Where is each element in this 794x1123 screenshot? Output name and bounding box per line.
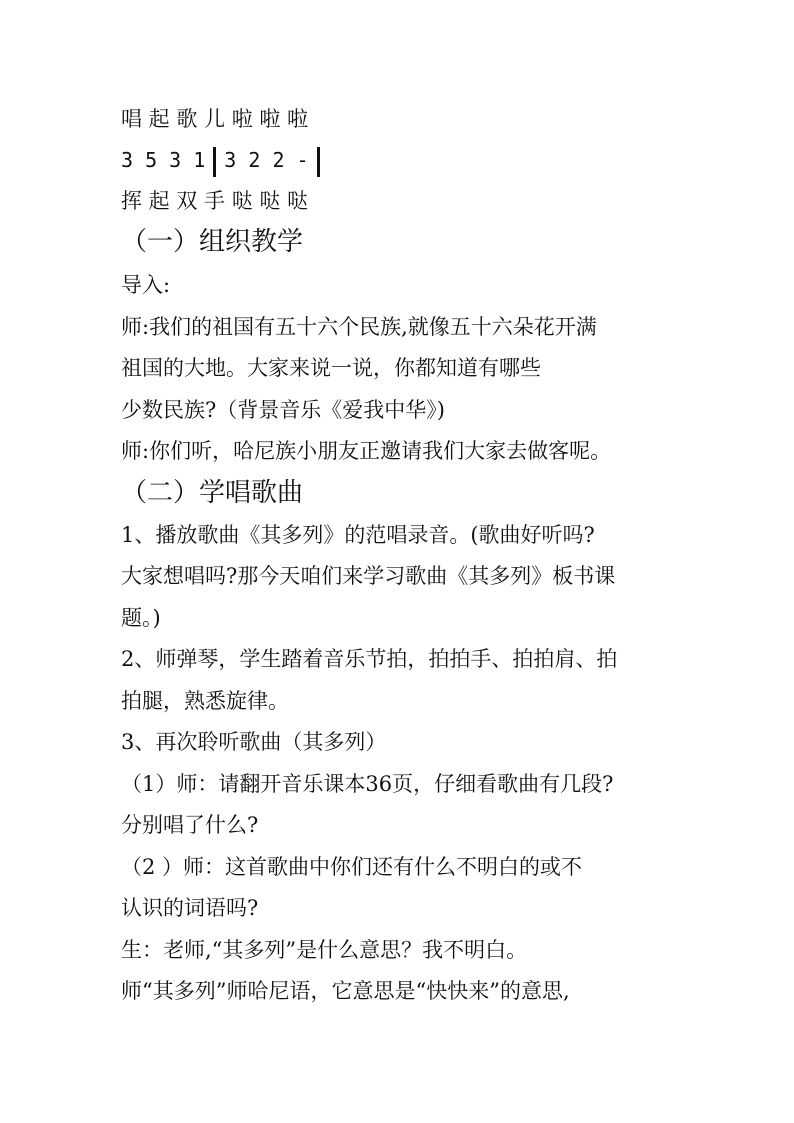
paragraph-line: 2、师弹琴，学生踏着音乐节拍，拍拍手、拍拍肩、拍 [121, 647, 618, 671]
paragraph-line: 师:我们的祖国有五十六个民族,就像五十六朵花开满 [121, 315, 597, 339]
paragraph-line: 导入: [121, 273, 171, 297]
paragraph-line: 1、播放歌曲《其多列》的范唱录音。(歌曲好听吗? [121, 523, 595, 547]
notation-measure-1: 3 5 3 1 [121, 148, 206, 172]
paragraph-line: 分别唱了什么? [121, 813, 259, 837]
paragraph-line: 少数民族?（背景音乐《爱我中华》) [121, 398, 445, 422]
paragraph-line: 3、再次聆听歌曲（其多列） [121, 730, 387, 754]
bar-line-2 [317, 147, 320, 177]
paragraph-line: 师:你们听，哈尼族小朋友正邀请我们大家去做客呢。 [121, 439, 612, 463]
paragraph-line: 生：老师,“其多列”是什么意思？我不明白。 [121, 938, 528, 962]
paragraph-line: 祖国的大地。大家来说一说，你都知道有哪些 [121, 356, 541, 380]
paragraph-line: 题。) [121, 606, 161, 630]
music-notation [121, 145, 328, 177]
section-heading-1: （一）组织教学 [121, 227, 304, 257]
notation-measure-2: 3 2 2 - [224, 148, 309, 172]
lyrics-line-1: 唱 起 歌 儿 啦 啦 啦 [121, 107, 309, 131]
lyrics-line-2: 挥 起 双 手 哒 哒 哒 [121, 189, 309, 213]
paragraph-line: 师“其多列”师哈尼语，它意思是“快快来”的意思, [121, 979, 570, 1003]
paragraph-line: 拍腿，熟悉旋律。 [121, 689, 289, 713]
paragraph-line: （2 ）师：这首歌曲中你们还有什么不明白的或不 [121, 855, 583, 879]
paragraph-line: 认识的词语吗? [121, 896, 259, 920]
bar-line-1 [213, 147, 216, 177]
paragraph-line: （1）师：请翻开音乐课本36页，仔细看歌曲有几段? [121, 772, 614, 796]
section-heading-2: （二）学唱歌曲 [121, 478, 304, 508]
paragraph-line: 大家想唱吗?那今天咱们来学习歌曲《其多列》板书课 [121, 564, 616, 588]
